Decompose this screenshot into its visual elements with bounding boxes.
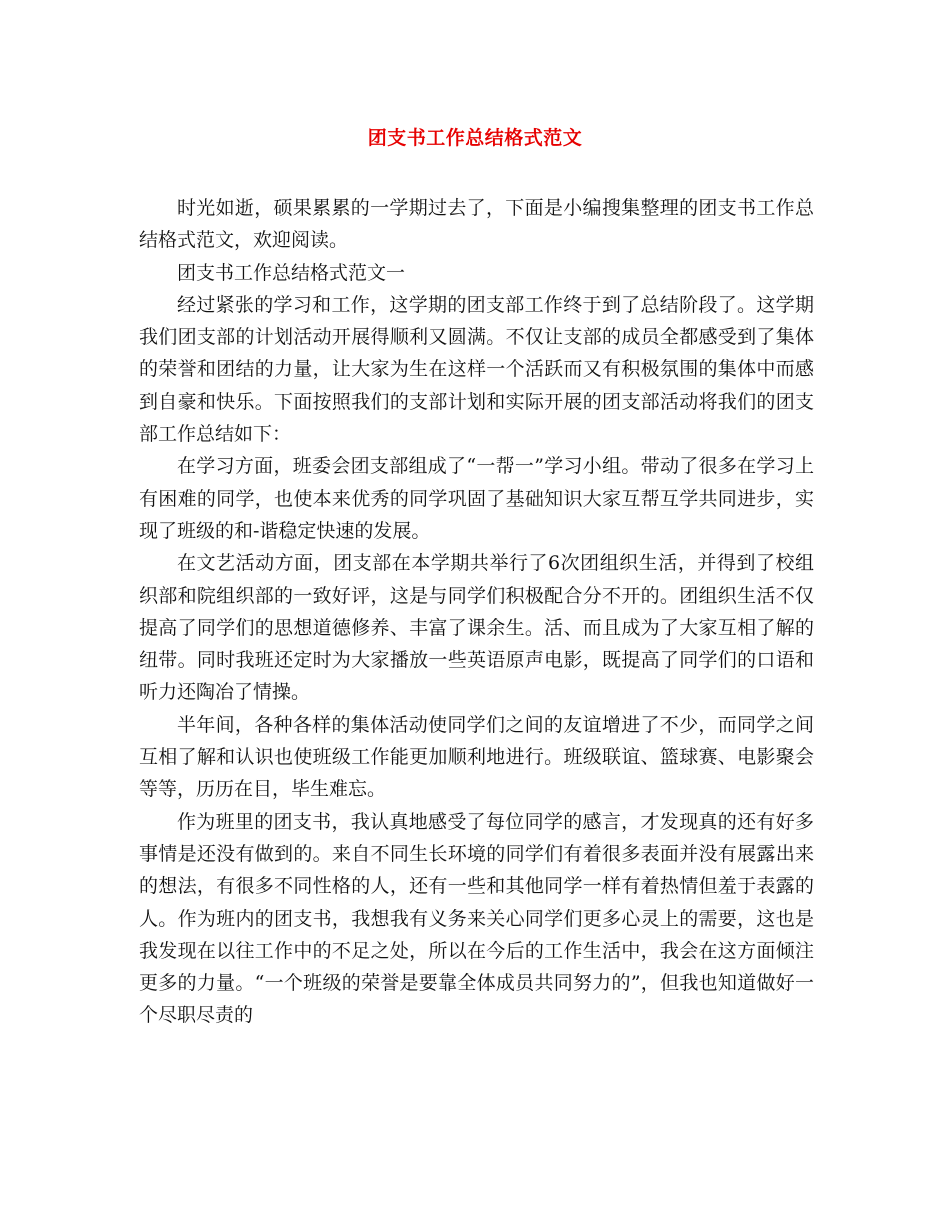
paragraph-study: 在学习方面，班委会团支部组成了“一帮一”学习小组。带动了很多在学习上有困难的同学，也使本来优秀的同学巩固了基础知识大家互帮互学共同进步，实现了班级的和-谐稳定快速的发展。 — [139, 455, 814, 542]
document-body — [139, 192, 814, 1032]
paragraph-subheading: 团支书工作总结格式范文一 — [177, 261, 406, 284]
document-title: 团支书工作总结格式范文 — [367, 127, 583, 149]
paragraph-arts: 在文艺活动方面，团支部在本学期共举行了6次团组织生活，并得到了校组织部和院组织部的一致好评，这是与同学们积极配合分不开的。团组织生活不仅提高了同学们的思想道德修养、丰富了课余生。活、而且成为了大家互相了解的纽带。同时我班还定时为大家播放一些英语原声电影，既提高了同学们的口语和听力还陶冶了情操。 — [139, 552, 814, 704]
paragraph-intro: 时光如逝，硕果累累的一学期过去了，下面是小编搜集整理的团支书工作总结格式范文，欢迎阅读。 — [139, 197, 814, 252]
paragraph-summary: 经过紧张的学习和工作，这学期的团支部工作终于到了总结阶段了。这学期我们团支部的计划活动开展得顺利又圆满。不仅让支部的成员全都感受到了集体的荣誉和团结的力量，让大家为生在这样一个活跃而又有积极氛围的集体中而感到自豪和快乐。下面按照我们的支部计划和实际开展的团支部活动将我们的团支部工作总结如下： — [139, 293, 814, 446]
paragraph-halfyear: 半年间，各种各样的集体活动使同学们之间的友谊增进了不少，而同学之间互相了解和认识也使班级工作能更加顺利地进行。班级联谊、篮球赛、电影聚会等等，历历在目，毕生难忘。 — [139, 713, 814, 801]
paragraph-reflection: 作为班里的团支书，我认真地感受了每位同学的感言，才发现真的还有好多事情是还没有做到的。来自不同生长环境的同学们有着很多表面并没有展露出来的想法，有很多不同性格的人，还有一些和其他同学一样有着热情但羞于表露的人。作为班内的团支书，我想我有义务来关心同学们更多心灵上的需要，这也是我发现在以往工作中的不足之处，所以在今后的工作生活中，我会在这方面倾注更多的力量。“一个班级的荣誉是要靠全体成员共同努力的”，但我也知道做好一个尽职尽责的 — [139, 810, 814, 1027]
